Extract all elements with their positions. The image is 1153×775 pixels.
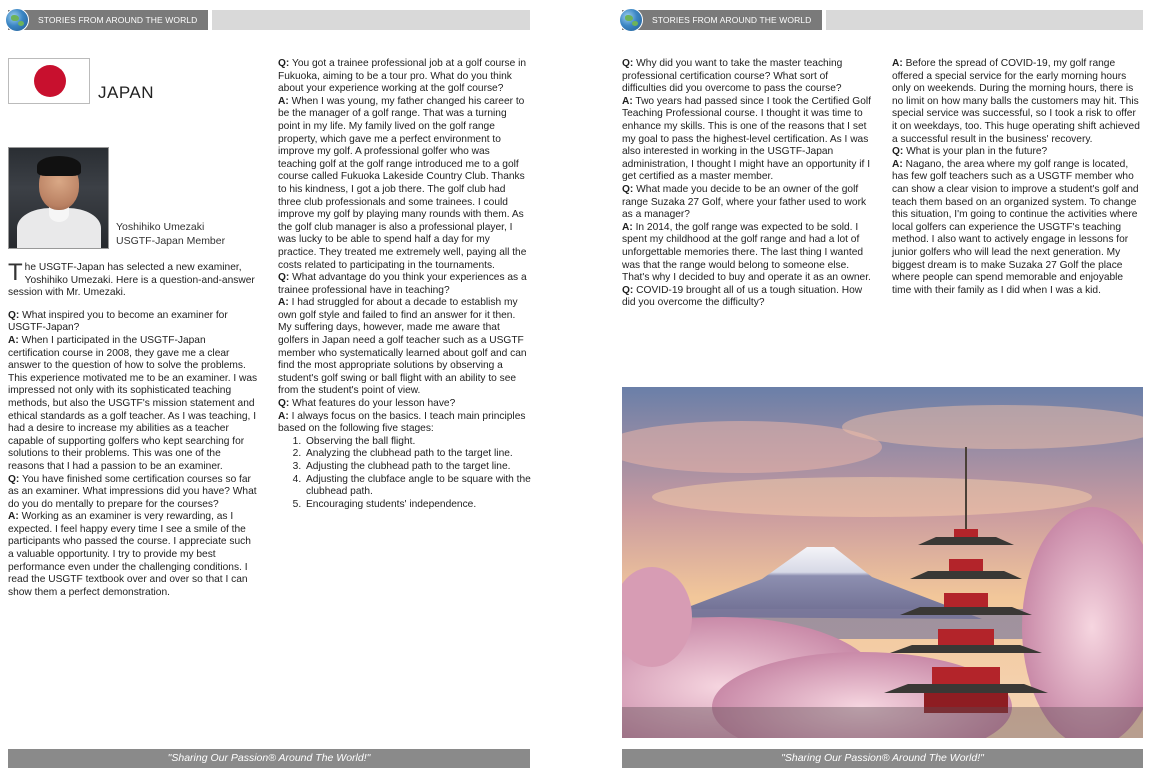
stage-item: 1. Observing the ball flight. [304,436,531,449]
question-label: Q: [278,58,290,69]
header-text: STORIES FROM AROUND THE WORLD [652,15,812,25]
member-portrait [8,147,109,249]
answer: A: When I participated in the USGTF-Japan certification course in 2008, they gave me a clear answer to the question of how to solve the problems. This experience motivated me to be an examiner. I was impressed not only with its sophisticated teaching methods, but also the USGTF's mission statement and ethical standards as a golf teacher. As I was teaching, I had a desire to increase my abilities as a teacher capable of supporting golfers who kept searching for solutions to their problems. This was one of the reasons that I had a passion to be an examiner. [8,334,258,472]
question-label: Q: [8,309,20,321]
member-name: Yoshihiko Umezaki [116,221,205,233]
japan-flag-icon [8,58,90,104]
intro-paragraph: The USGTF-Japan has selected a new examiner, Yoshihiko Umezaki. Here is a question-and-answer session with Mr. Umezaki. [8,259,255,299]
answer: A: Working as an examiner is very rewarding, as I expected. I feel happy every time I see a smile of the participants who passed the course. I appreciate such a valuable opportunity. I try to provide my best performance even under the challenging conditions. I read the USGTF textbook over and over so that I can show them a perfect demonstration. [8,511,251,598]
header-bar [212,10,530,30]
question: Q: What advantage do you think your experiences as a trainee professional have in teaching? [278,272,527,296]
question: Q: You got a trainee professional job at a golf course in Fukuoka, aiming to be a tour pro. What do you think about your experience working at the golf course? [278,58,527,95]
question: Q: What made you decide to be an owner of the golf range Suzaka 27 Golf, where your father used to work as a manager? [622,183,867,221]
header-label [8,10,208,30]
question: Q: What features do your lesson have? [278,398,456,410]
answer: A: Two years had passed since I took the Certified Golf Teaching Professional course. I thought it was time to enhance my skills. This is one of the reasons that I set my goal to pass the highest-level certification. As I was also interested in working in the USGTF-Japan administration, I thought I might have an opportunity if I get certified as a master member. [622,95,871,183]
answer-label: A: [622,221,633,233]
header-text: STORIES FROM AROUND THE WORLD [38,15,198,25]
question-label: Q: [278,398,290,410]
answer-label: A: [278,95,289,107]
article-column-3 [622,58,874,310]
question: Q: You have finished some certification courses so far as an examiner. What impressions did you have? What do you do mentally to prepare for the courses? [8,473,257,510]
answer: A: When I was young, my father changed his career to be the manager of a golf range. That was a turning point in my life. My family lived on the golf range property, which gave me a perfect environment to improve my golf. A professional golfer who was teaching golf at the golf range introduced me to a golf course called Fukuoka Lakeside Country Club. Thanks to his kindness, I got a job there. The golf club had three club professionals and some trainees. I could improve my golf by playing many rounds with them. As the golf club manager is also a professional player, I was lucky to be able to spend half a day for my practice. They treated me extremely well, paying all the costs related to participating in the tournaments. [278,95,527,271]
answer-label: A: [8,334,19,346]
answer: A: Nagano, the area where my golf range is located, has few golf teachers such as a USGTF member who can show a clear vision to improve a student's golf and teach them based on an organized system. To change this situation, I'm going to continue the activities where local golfers can experience the USGTF's teaching method. I also want to actively engage in lessons for junior golfers who will lead the next generation. My biggest dream is to make Suzaka 27 Golf the place where people can spend memorable and enjoyable time with their family as I did when I was a kid. [892,158,1139,296]
answer-label: A: [622,95,633,107]
question: Q: Why did you want to take the master teaching professional certification course? What sort of difficulties did you overcome to pass the course? [622,58,843,95]
country-name: JAPAN [98,83,155,102]
question: Q: What is your plan in the future? [892,146,1048,158]
header-bar [826,10,1143,30]
right-page [614,0,1153,775]
question-label: Q: [8,473,20,485]
globe-icon [619,8,643,32]
page-footer: "Sharing Our Passion® Around The World!" [8,749,530,768]
answer-label: A: [892,158,903,170]
question-label: Q: [622,183,634,195]
page-header [622,10,1143,30]
chureito-pagoda-fuji-photo [622,387,1143,738]
article-column-4 [892,58,1143,297]
page-footer: "Sharing Our Passion® Around The World!" [622,749,1143,768]
answer-label: A: [278,297,289,309]
stage-item: 2. Analyzing the clubhead path to the target line. [304,448,531,461]
portrait-caption [116,220,225,248]
page-header [8,10,530,30]
left-page [0,0,540,775]
question-label: Q: [622,58,634,69]
stage-item: 5. Encouraging students' independence. [304,499,531,512]
answer: A: Before the spread of COVID-19, my golf range offered a special service for the early morning hours only on weekends. During the morning hours, there is no limit on how many balls the customers may hit. This special service was successful, so I took a risk to offer it on weekdays, too. This huge operating shift achieved a successful result in the business' recovery. [892,58,1140,145]
header-label [622,10,822,30]
member-title: USGTF-Japan Member [116,235,226,247]
answer-label: A: [892,58,903,69]
dropcap: T [8,259,23,286]
globe-icon [5,8,29,32]
stage-item: 3. Adjusting the clubhead path to the target line. [304,461,531,474]
article-column-1 [8,259,258,599]
answer-label: A: [8,511,19,523]
answer: A: I always focus on the basics. I teach main principles based on the following five stages: [278,410,526,435]
stage-list [278,436,531,512]
question-label: Q: [278,272,290,284]
article-column-2 [278,58,531,511]
answer-label: A: [278,410,289,422]
question-label: Q: [622,284,634,296]
question: Q: COVID-19 brought all of us a tough situation. How did you overcome the difficulty? [622,284,863,309]
stage-item: 4. Adjusting the clubface angle to be square with the clubhead path. [304,474,531,499]
answer: A: In 2014, the golf range was expected to be sold. I spent my childhood at the golf range and had a lot of unforgettable memories there. The last thing I wanted was that the range would belong to someone else. That's why I decided to buy and operate it as an owner. [622,221,871,284]
question: Q: What inspired you to become an examiner for USGTF-Japan? [8,309,228,334]
answer: A: I had struggled for about a decade to establish my own golf style and failed to find an answer for it then. My suffering days, however, made me aware that golfers in Japan need a golf teacher such as a USGTF member who systematically learned about golf and can find the most appropriate solutions by observing a student's golf swing or ball flight with an ability to see from the student's point of view. [278,297,527,397]
question-label: Q: [892,146,904,158]
